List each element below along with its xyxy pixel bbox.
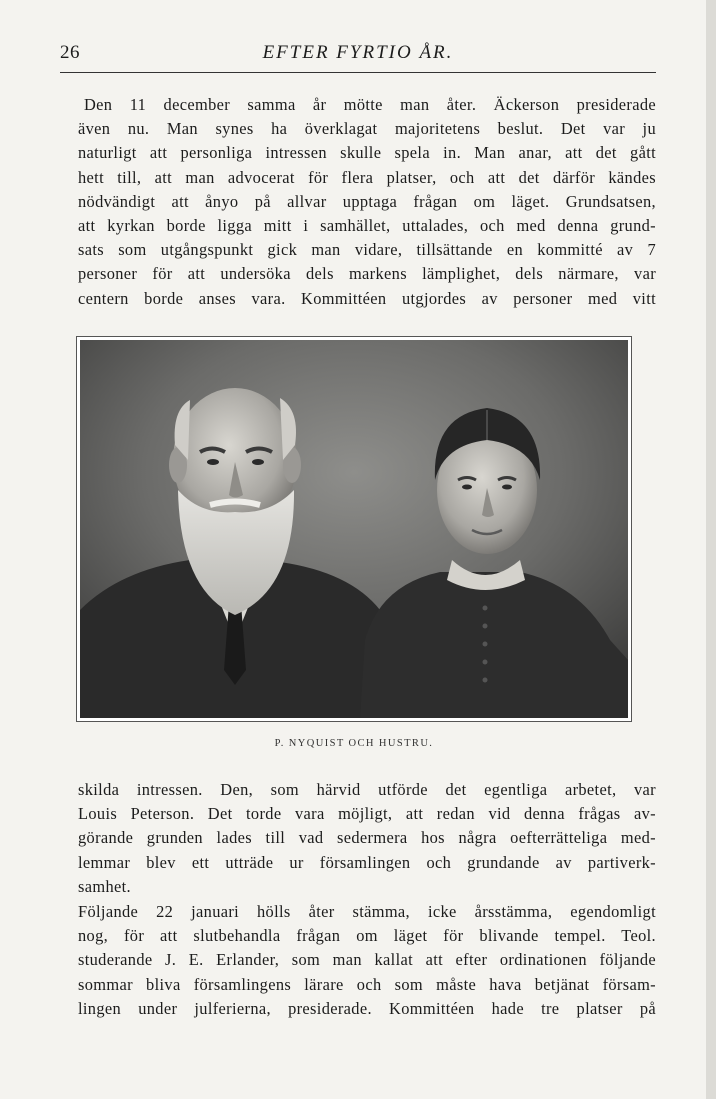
- text-line: även nu. Man synes ha överklagat majoritetens beslut. Det var ju: [78, 119, 656, 139]
- text-line: nödvändigt att ånyo på allvar upptaga frågan om läget. Grundsatsen,: [78, 191, 656, 211]
- text-line: hett till, att man advocerat för flera platser, och att det därför kändes: [78, 167, 656, 187]
- text-line: personer för att undersöka dels markens lämplighet, dels närmare, var: [78, 264, 656, 284]
- text-line: skilda intressen. Den, som härvid utförde det egentliga arbetet, var: [78, 780, 656, 799]
- portrait-illustration: [80, 340, 628, 718]
- text-line: att kyrkan borde ligga mitt i samhället, uttalades, och med denna grund-: [78, 216, 656, 236]
- text-line: samhet.: [78, 876, 131, 896]
- running-title: EFTER FYRTIO ÅR.: [262, 42, 454, 63]
- page-number: 26: [60, 42, 80, 63]
- text-line: centern borde anses vara. Kommittéen utgjordes av personer med vitt: [78, 288, 656, 308]
- paragraph-2: [78, 778, 656, 899]
- text-line: görande grunden lades till vad sedermera hos några oefterrätteliga med-: [78, 828, 656, 848]
- photo-caption: P. NYQUIST OCH HUSTRU.: [274, 738, 434, 749]
- portrait-photo: [80, 340, 628, 718]
- text-line: lingen under julferierna, presiderade. Kommittéen hade tre platser på: [78, 998, 656, 1018]
- text-line: Den 11 december samma år mötte man åter. Äckerson presiderade: [84, 95, 656, 114]
- text-line: studerande J. E. Erlander, som man kallat att efter ordinationen följande: [78, 950, 656, 970]
- text-line: lemmar blev ett utträde ur församlingen och grundande av partiverk-: [78, 852, 656, 872]
- text-line: sats som utgångspunkt gick man vidare, tillsättande en kommitté av 7: [78, 240, 656, 260]
- text-line: Louis Peterson. Det torde vara möjligt, att redan vid denna frågas av-: [78, 804, 656, 824]
- paragraph-3: [78, 900, 656, 1021]
- text-line: nog, för att slutbehandla frågan om läget för blivande tempel. Teol.: [78, 926, 656, 946]
- text-line: naturligt att personliga intressen skulle spela in. Man anar, att det gått: [78, 143, 656, 163]
- paragraph-1: [78, 93, 656, 311]
- text-line: Följande 22 januari hölls åter stämma, icke årsstämma, egendomligt: [78, 902, 656, 921]
- portrait-photo-frame: [76, 336, 632, 722]
- text-line: sommar bliva församlingens lärare och som måste hava betjänat försam-: [78, 974, 656, 994]
- running-header: [60, 38, 656, 73]
